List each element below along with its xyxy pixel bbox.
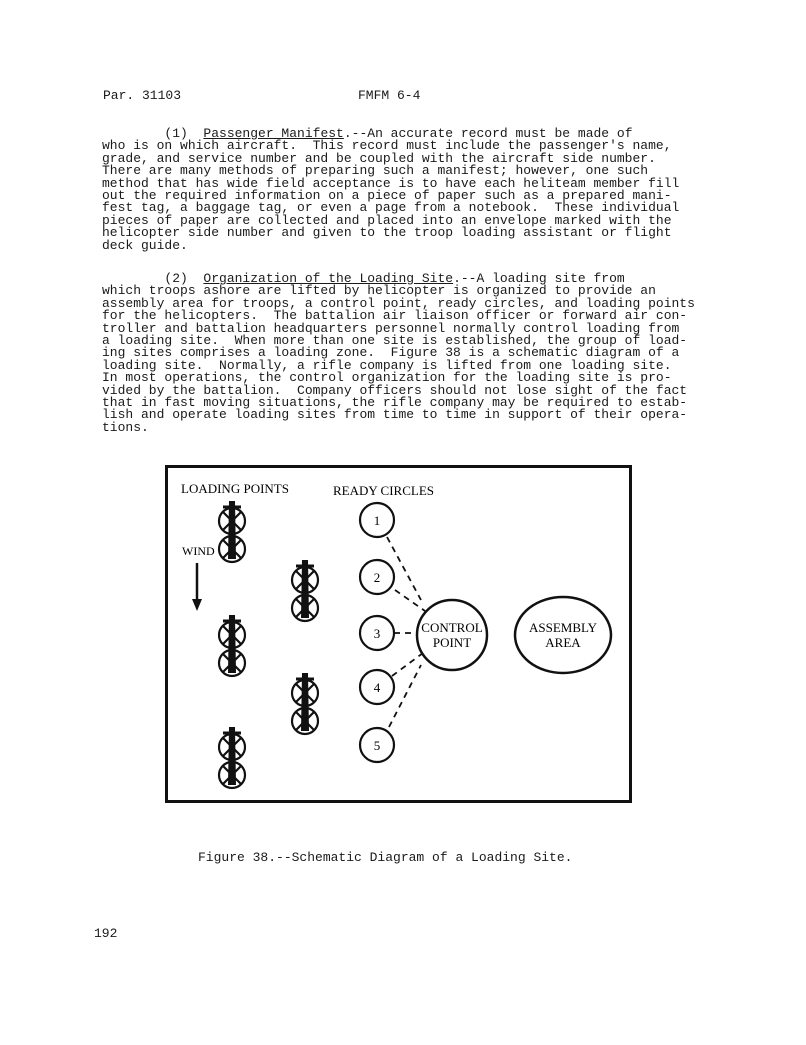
- paragraph-line: assembly area for troops, a control point, ready circles, and loading points: [102, 295, 695, 311]
- ready-circle-3: [360, 616, 394, 650]
- paragraph-line: loading site. Normally, a rifle company is lifted from one loading site.: [102, 357, 672, 373]
- ready-circle-number: 2: [373, 570, 381, 585]
- ready-circle-1: [360, 503, 394, 537]
- paragraph-number: (1): [102, 126, 204, 141]
- ready-circle-number: 1: [373, 513, 381, 528]
- paragraph-line: that in fast moving situations, the rifle company may be required to estab-: [102, 395, 688, 411]
- loading-site-diagram: [165, 465, 632, 803]
- paragraph-line: ing sites comprises a loading zone. Figure 38 is a schematic diagram of a: [102, 345, 680, 361]
- paragraph-line: grade, and service number and be coupled with the aircraft side number.: [102, 150, 656, 166]
- loading-points-label: LOADING POINTS: [181, 481, 289, 496]
- paragraph-line: In most operations, the control organization for the loading site is pro-: [102, 370, 672, 386]
- paragraph-line: troller and battalion headquarters personnel normally control loading from: [102, 320, 680, 336]
- paragraph-line: pieces of paper are collected and placed into an envelope marked with the: [102, 212, 672, 228]
- ready-circle-4: [360, 670, 394, 704]
- ready-circle-number: 4: [373, 680, 381, 695]
- paragraph-line: deck guide.: [102, 237, 188, 253]
- ready-circles-label: READY CIRCLES: [333, 483, 434, 498]
- manual-designation: FMFM 6-4: [358, 88, 421, 103]
- control-point-label: CONTROL: [421, 620, 483, 635]
- assembly-area-label: ASSEMBLY: [528, 620, 598, 635]
- paragraph-line: vided by the battalion. Company officers should not lose sight of the fact: [102, 382, 688, 398]
- paragraph-heading: Passenger Manifest: [203, 126, 344, 141]
- figure-caption: Figure 38.--Schematic Diagram of a Loading Site.: [198, 850, 573, 865]
- paragraph-line: out the required information on a piece of paper such as a prepared mani-: [102, 188, 672, 204]
- paragraph-heading: Organization of the Loading Site: [203, 271, 454, 286]
- paragraph-line: lish and operate loading sites from time to time in support of their opera-: [102, 407, 688, 423]
- paragraph-text: .--An accurate record must be made of: [343, 126, 633, 141]
- paragraph-line: tions.: [102, 419, 149, 435]
- paragraph-line: a loading site. When more than one site is established, the group of load-: [102, 333, 688, 349]
- ready-circle-5: [360, 728, 394, 762]
- paragraph-text: .--A loading site from: [453, 271, 625, 286]
- paragraph-loading-site: [102, 271, 695, 435]
- assembly-area-label: AREA: [545, 635, 581, 650]
- paragraph-number: (2): [102, 271, 204, 286]
- paragraph-line: which troops ashore are lifted by helicopter is organized to provide an: [102, 283, 656, 299]
- paragraph-line: for the helicopters. The battalion air liaison officer or forward air con-: [102, 308, 688, 324]
- paragraph-line: fest tag, a baggage tag, or even a page from a notebook. These individual: [102, 200, 680, 216]
- page-number: 192: [94, 926, 118, 941]
- control-point-label: POINT: [432, 635, 472, 650]
- wind-label: WIND: [182, 544, 215, 558]
- control-point: [417, 600, 487, 670]
- paragraph-line: helicopter side number and given to the troop loading assistant or flight: [102, 225, 672, 241]
- ready-circle-number: 5: [373, 738, 381, 753]
- paragraph-line: method that has wide field acceptance is to have each heliteam member fill: [102, 175, 680, 191]
- paragraph-line: There are many methods of preparing such a manifest; however, one such: [102, 163, 649, 179]
- paragraph-reference: Par. 31103: [103, 88, 182, 103]
- paragraph-line: who is on which aircraft. This record must include the passenger's name,: [102, 138, 672, 154]
- ready-circle-2: [360, 560, 394, 594]
- ready-circle-number: 3: [373, 626, 381, 641]
- paragraph-passenger-manifest: [102, 128, 687, 252]
- assembly-area: [515, 597, 611, 673]
